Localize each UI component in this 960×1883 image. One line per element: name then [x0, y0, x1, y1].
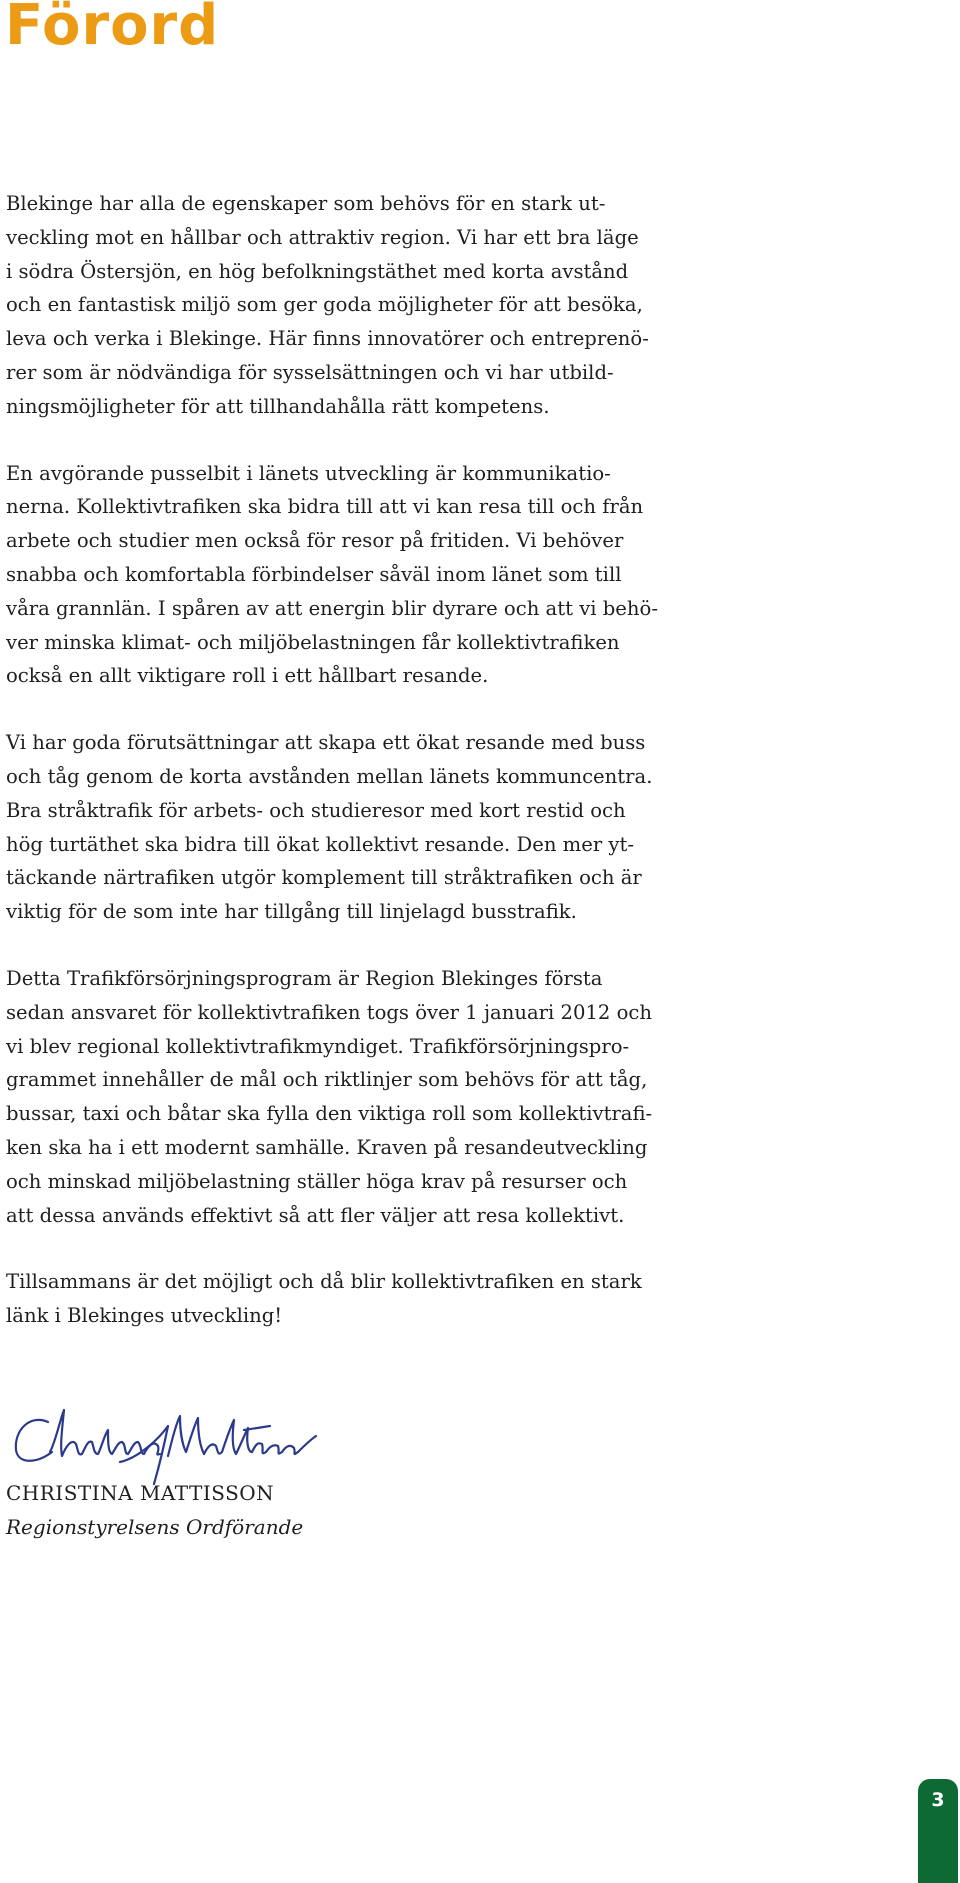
paragraph-4: Detta Trafikförsörjningsprogram är Region Blekinges första sedan ansvaret för kollektivtrafiken togs över 1 januari 2012 och vi blev regional kollektivtrafikmyndiget. Trafikförsörjningspro- grammet innehåller de mål och riktlinjer som behövs för att tåg, bussar, taxi och båtar ska fylla den viktiga roll som kollektivtrafi- ken ska ha i ett modernt samhälle. Kraven på resandeutveckling och minskad miljöbelastning ställer höga krav på resurser och att dessa används effektivt så att fler väljer att resa kollektivt. — [6, 966, 653, 1227]
paragraph-5: Tillsammans är det möjligt och då blir kollektivtrafiken en stark länk i Blekinges utveckling! — [6, 1270, 642, 1328]
paragraph-3: Vi har goda förutsättningar att skapa ett ökat resande med buss och tåg genom de korta avstånden mellan länets kommuncentra. Bra stråktrafik för arbets- och studieresor med kort restid och hög turtäthet ska bidra till ökat kollektivt resande. Den mer yt- täckande närtrafiken utgör komplement till stråktrafiken och är viktig för de som inte har tillgång till linjelagd busstrafik. — [6, 731, 653, 924]
page-title: Förord — [5, 0, 220, 58]
signer-role: Regionstyrelsens Ordförande — [6, 1515, 304, 1539]
paragraph-2: En avgörande pusselbit i länets utveckling är kommunikatio- nerna. Kollektivtrafiken ska bidra till att vi kan resa till och från arbete och studier men också för resor på fritiden. Vi behöver snabba och komfortabla förbindelser såväl inom länet som till våra grannlän. I spåren av att energin blir dyrare och att vi behö- ver minska klimat- och miljöbelastningen får kollektivtrafiken också en allt viktigare roll i ett hållbart resande. — [6, 461, 658, 688]
page-number: 3 — [931, 1789, 945, 1811]
body-text — [6, 187, 666, 1366]
signer-name: CHRISTINA MATTISSON — [6, 1481, 275, 1505]
page-number-tab — [918, 1779, 958, 1883]
paragraph-1: Blekinge har alla de egenskaper som behövs för en stark ut- veckling mot en hållbar och attraktiv region. Vi har ett bra läge i södra Östersjön, en hög befolkningstäthet med korta avstånd och en fantastisk miljö som ger goda möjligheter för att besöka, leva och verka i Blekinge. Här finns innovatörer och entreprenö- rer som är nödvändiga för sysselsättningen och vi har utbild- ningsmöjligheter för att tillhandahålla rätt kompetens. — [6, 192, 649, 418]
handwritten-signature — [8, 1400, 320, 1490]
